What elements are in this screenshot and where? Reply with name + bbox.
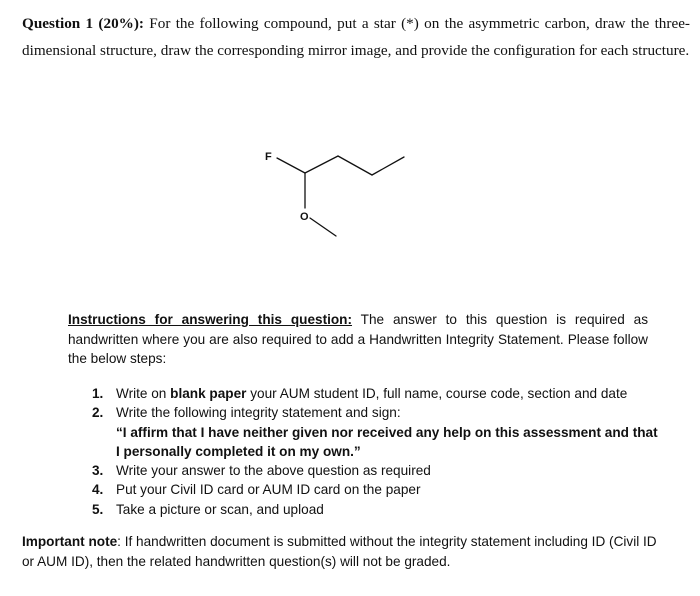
bond-o-ch3	[310, 218, 336, 236]
note-text: : If handwritten document is submitted without the integrity statement including ID (Civil ID or AUM ID), then the related handwritten question(s) will not be graded.	[22, 534, 657, 569]
bond-f-c	[277, 158, 305, 173]
question-paragraph	[22, 10, 690, 64]
list-item: 3. Write your answer to the above question as required	[92, 463, 431, 479]
bond-c3-c4	[372, 157, 404, 175]
instructions-paragraph	[68, 310, 648, 369]
note-label: Important note	[22, 534, 118, 549]
instructions-text: The answer to this question is required as handwritten where you are also required to add a Handwritten Integrity Statement. Please follow the below steps:	[68, 312, 648, 366]
atom-o: O	[300, 211, 309, 223]
important-note	[22, 532, 662, 571]
bond-c2-c3	[338, 156, 372, 175]
bond-c-c2	[305, 156, 338, 173]
list-item: 1. Write on blank paper your AUM student ID, full name, course code, section and date	[92, 386, 628, 401]
list-item: 5. Take a picture or scan, and upload	[92, 501, 324, 517]
integrity-statement: “I affirm that I have neither given nor received any help on this assessment and that I personally completed it on my own.”	[116, 424, 658, 459]
atom-f: F	[265, 151, 272, 163]
list-item: 2. Write the following integrity statement and sign: “I affirm that I have neither given nor received any help on this assessment and that I personally completed it on my own.”	[92, 405, 658, 459]
instructions-heading: Instructions for answering this question:	[68, 312, 353, 327]
list-item: 4. Put your Civil ID card or AUM ID card on the paper	[92, 482, 421, 498]
molecule-structure	[250, 140, 430, 250]
question-text: For the following compound, put a star (*) on the asymmetric carbon, draw the three-dimensional structure, draw the corresponding mirror image, and provide the configuration for each structure.	[22, 15, 690, 59]
question-title: Question 1 (20%):	[22, 15, 144, 32]
steps-list	[92, 384, 662, 519]
